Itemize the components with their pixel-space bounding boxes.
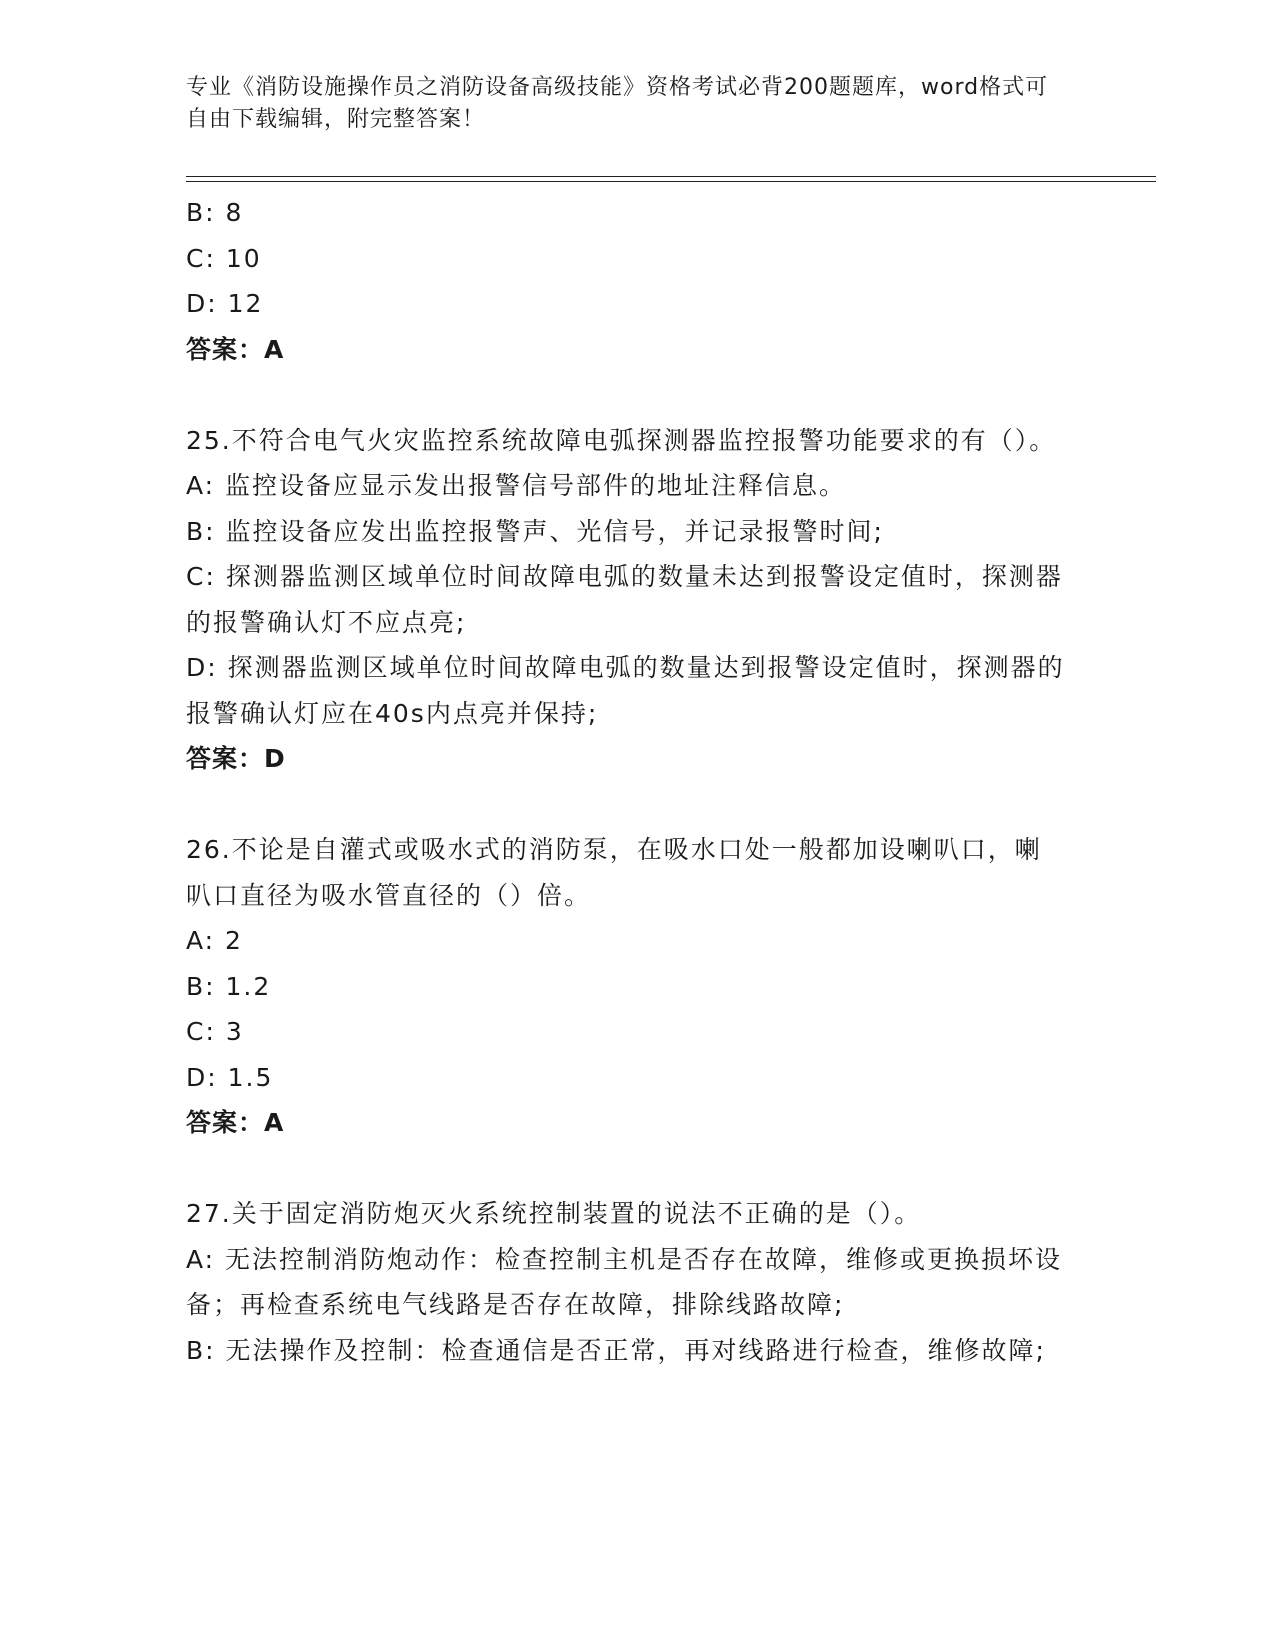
option-d: D: 1.5 <box>186 1062 274 1092</box>
option-b: B: 1.2 <box>186 971 272 1001</box>
answer-line: 答案：A <box>186 1108 285 1137</box>
option-a: A: 监控设备应显示发出报警信号部件的地址注释信息。 <box>186 471 847 500</box>
document-body <box>186 190 1066 1373</box>
answer-line: 答案：A <box>186 334 285 364</box>
question-25 <box>186 418 1066 782</box>
header-divider-bottom <box>186 181 1156 182</box>
prev-question-block <box>186 190 1066 372</box>
spacer <box>186 372 1066 418</box>
spacer <box>186 1146 1066 1192</box>
spacer <box>186 782 1066 828</box>
header-divider-top <box>186 176 1156 177</box>
question-stem: 25.不符合电气火灾监控系统故障电弧探测器监控报警功能要求的有（）。 <box>186 425 1057 455</box>
page-header: 专业《消防设施操作员之消防设备高级技能》资格考试必背200题题库，word格式可自由下载编辑，附完整答案！ <box>186 75 1049 132</box>
question-27 <box>186 1191 1066 1373</box>
answer-line: 答案：D <box>186 744 286 773</box>
option-b: B: 无法操作及控制：检查通信是否正常，再对线路进行检查，维修故障; <box>186 1335 1046 1365</box>
option-c: C: 探测器监测区域单位时间故障电弧的数量未达到报警设定值时，探测器的报警确认灯不应点亮; <box>186 562 1063 637</box>
option-a: A: 无法控制消防炮动作：检查控制主机是否存在故障，维修或更换损坏设备；再检查系统电气线路是否存在故障，排除线路故障; <box>186 1244 1063 1319</box>
question-26 <box>186 827 1066 1146</box>
option-b: B: 监控设备应发出监控报警声、光信号，并记录报警时间; <box>186 516 884 546</box>
option-d: D: 探测器监测区域单位时间故障电弧的数量达到报警设定值时，探测器的报警确认灯应在40s内点亮并保持; <box>186 653 1065 728</box>
option-d: D: 12 <box>186 289 264 318</box>
option-c: C: 10 <box>186 243 262 273</box>
option-c: C: 3 <box>186 1017 244 1046</box>
question-stem: 26.不论是自灌式或吸水式的消防泵，在吸水口处一般都加设喇叭口，喇叭口直径为吸水管直径的（）倍。 <box>186 835 1042 910</box>
option-a: A: 2 <box>186 926 243 955</box>
option-b: B: 8 <box>186 198 244 227</box>
question-stem: 27.关于固定消防炮灭火系统控制装置的说法不正确的是（）。 <box>186 1199 922 1228</box>
